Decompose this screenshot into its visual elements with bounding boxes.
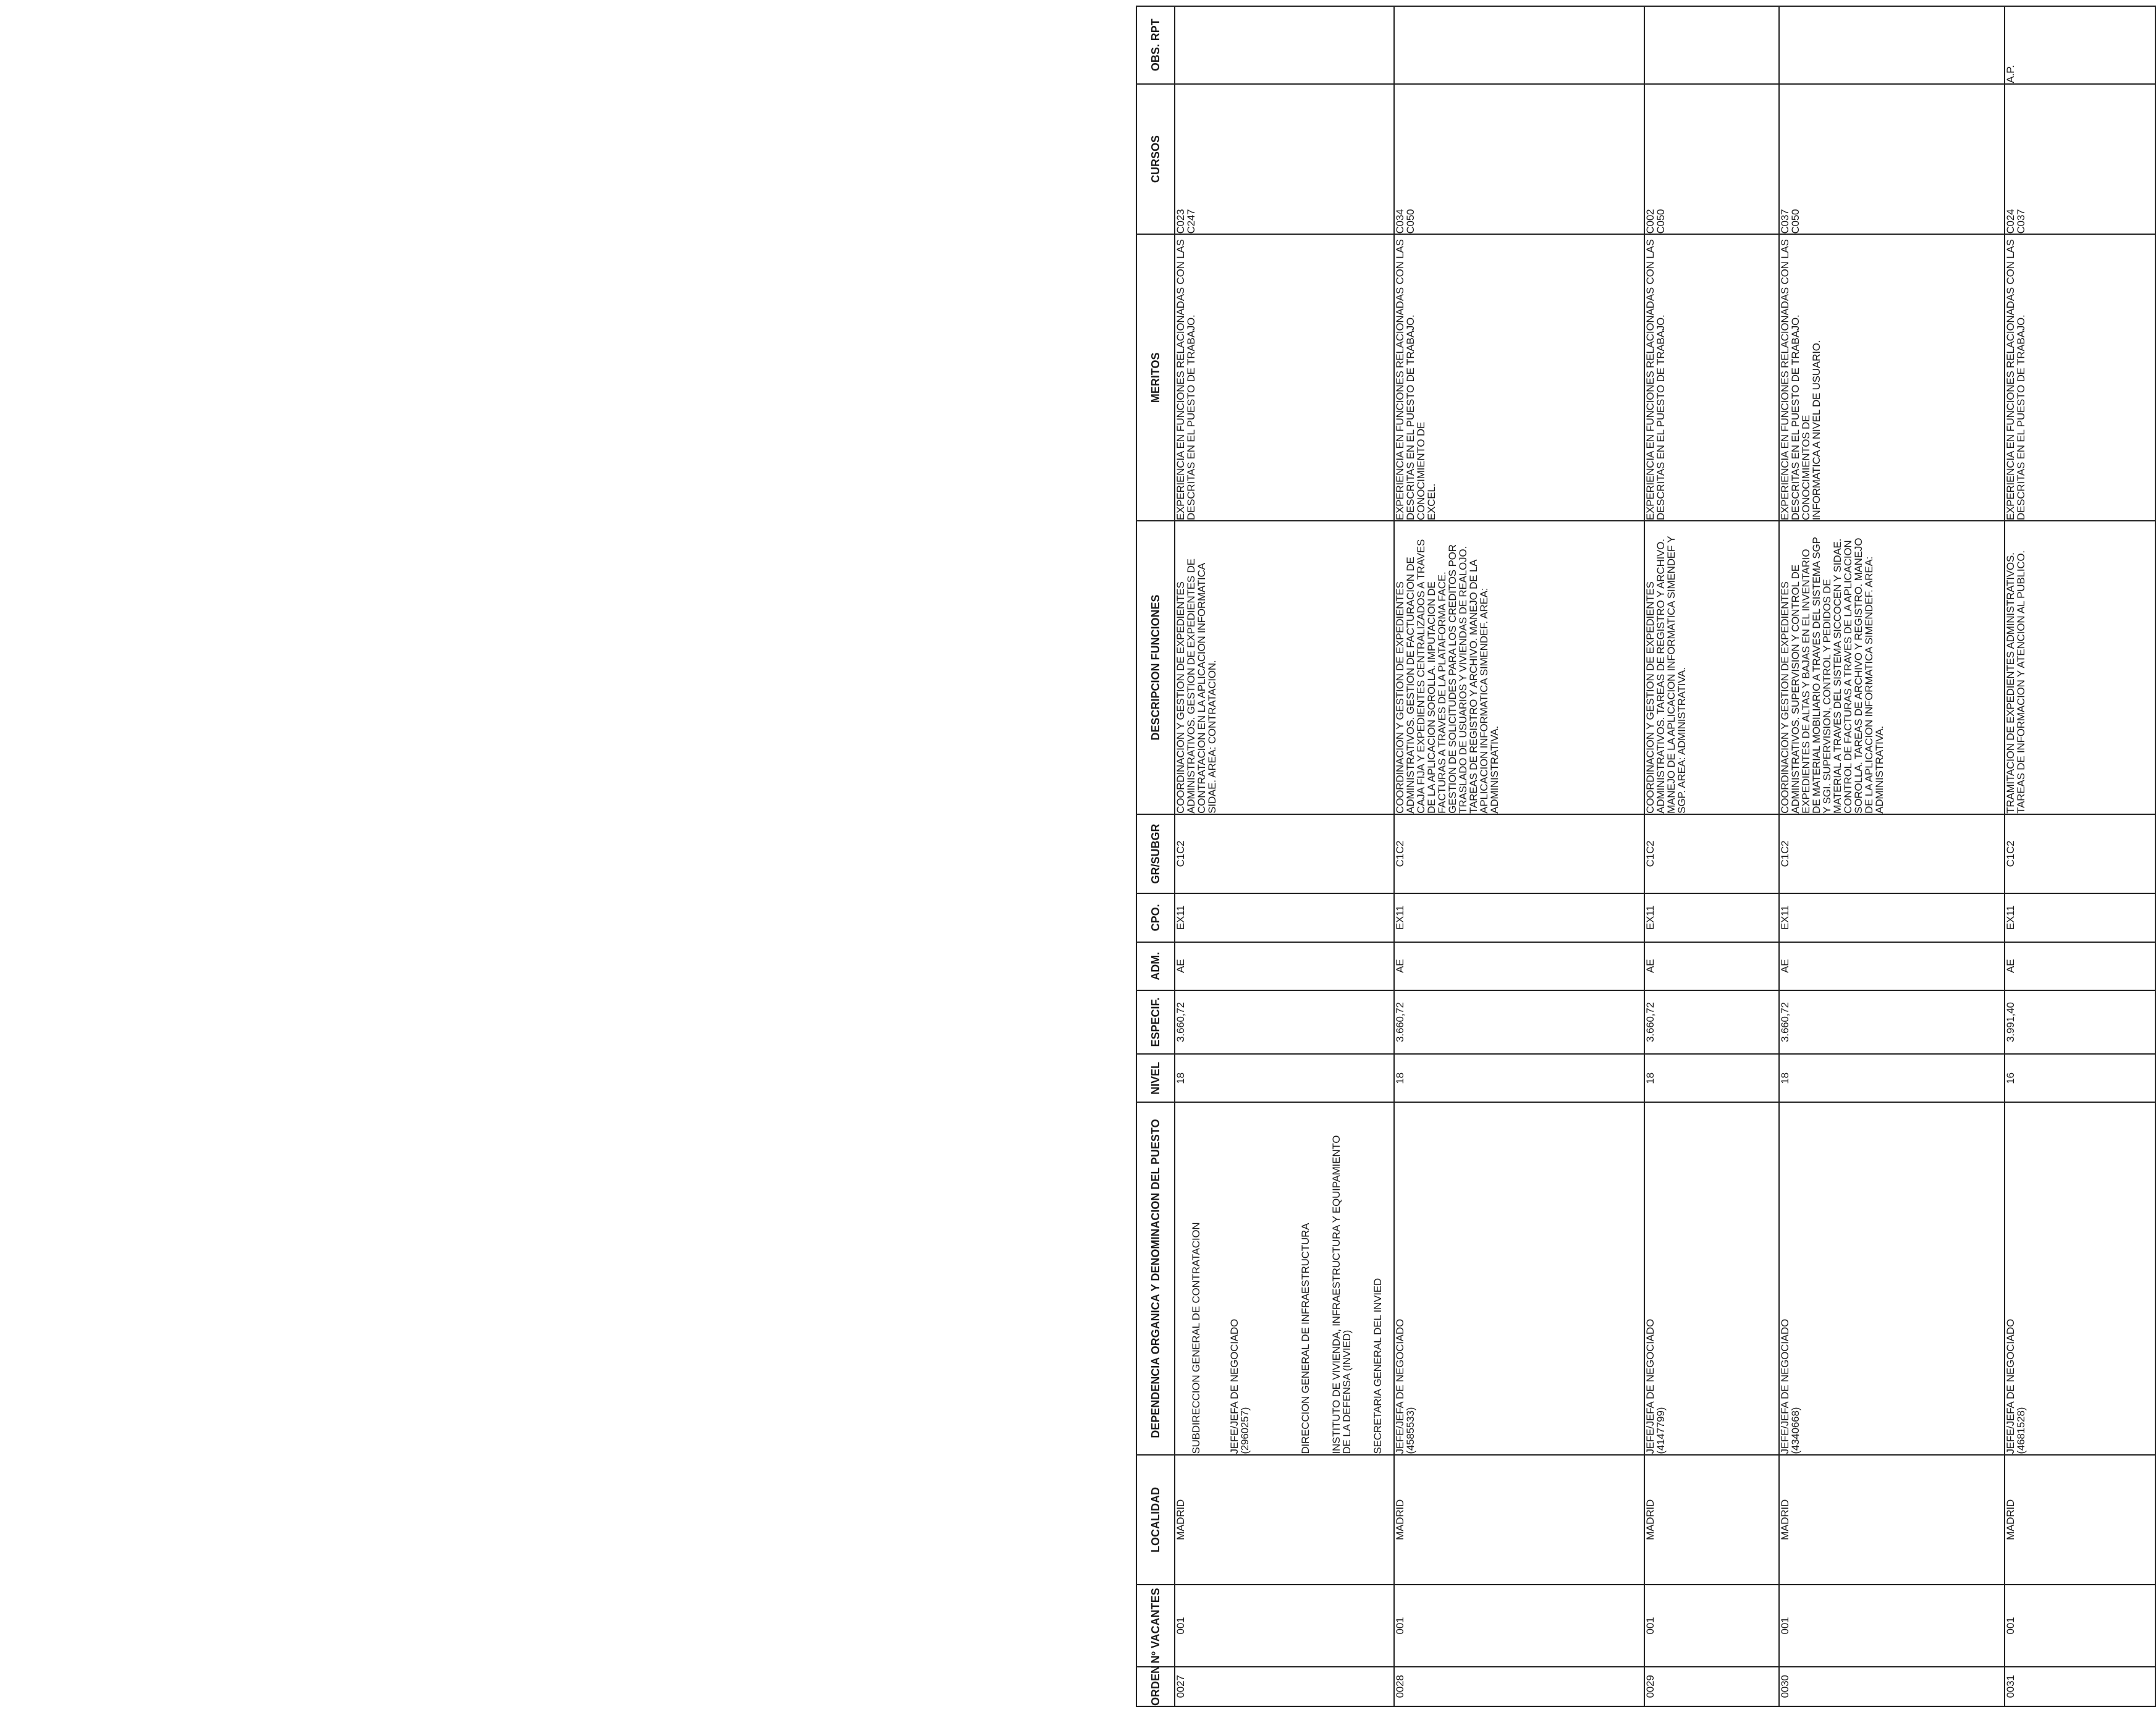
grsubgr-cell: C1C2 [1394,814,1644,893]
obs-cell [1394,6,1644,84]
grsubgr-cell: C1C2 [1779,814,2005,893]
descripcion-cell: COORDINACION Y GESTION DE EXPEDIENTES ADMINISTRATIVOS. TAREAS DE REGISTRO Y ARCHIVO. MANEJO DE LA APLICACION INFORMATICA SIMENDEF Y SGP. AREA: ADMINISTRATIVA. [1644,521,1779,814]
descripcion-cell: TRAMITACION DE EXPEDIENTES ADMINISTRATIVOS. TAREAS DE INFORMACION Y ATENCION AL PUBLICO. [2005,521,2155,814]
table-row [1644,6,1779,1706]
header-localidad: LOCALIDAD [1136,1455,1175,1585]
cursos-cell: C037 C050 [1779,84,2005,235]
header-row [1136,6,1175,1706]
adm-cell: AE [2005,942,2155,990]
vacantes-cell: 001 [1779,1585,2005,1666]
obs-cell [1644,6,1779,84]
table-row [1175,6,1394,1706]
localidad-cell: MADRID [1175,1455,1394,1585]
puesto-name: JEFE/JEFA DE NEGOCIADO (2960257) [1228,1319,1251,1454]
dependencia-cell: JEFE/JEFA DE NEGOCIADO (4585533) [1394,1102,1644,1454]
header-descripcion: DESCRIPCION FUNCIONES [1136,521,1175,814]
table-row [2005,6,2155,1706]
meritos-cell: EXPERIENCIA EN FUNCIONES RELACIONADAS CON LAS DESCRITAS EN EL PUESTO DE TRABAJO. [2005,234,2155,521]
vacantes-cell: 001 [1175,1585,1394,1666]
localidad-cell: MADRID [1779,1455,2005,1585]
meritos-cell: EXPERIENCIA EN FUNCIONES RELACIONADAS CON LAS DESCRITAS EN EL PUESTO DE TRABAJO. [1175,234,1394,521]
header-obs: OBS. RPT [1136,6,1175,84]
cursos-cell: C002 C050 [1644,84,1779,235]
dependencia-cell: JEFE/JEFA DE NEGOCIADO (4147799) [1644,1102,1779,1454]
header-nivel: NIVEL [1136,1054,1175,1102]
orden-cell: 0028 [1394,1667,1644,1706]
unit-name: DIRECCION GENERAL DE INFRAESTRUCTURA [1300,1223,1311,1454]
header-grsubgr: GR/SUBGR [1136,814,1175,893]
header-vacantes: Nº VACANTES [1136,1585,1175,1666]
nivel-cell: 18 [1394,1054,1644,1102]
orden-cell: 0027 [1175,1667,1394,1706]
grsubgr-cell: C1C2 [2005,814,2155,893]
table-row [1394,6,1644,1706]
unit-name: SUBDIRECCION GENERAL DE CONTRATACION [1190,1222,1202,1454]
rotated-document [1136,6,2150,1707]
header-especif: ESPECIF. [1136,990,1175,1054]
vacantes-cell: 001 [2005,1585,2155,1666]
vacantes-cell: 001 [1394,1585,1644,1666]
header-cursos: CURSOS [1136,84,1175,235]
nivel-cell: 16 [2005,1054,2155,1102]
dependencia-cell: JEFE/JEFA DE NEGOCIADO (4340668) [1779,1102,2005,1454]
descripcion-cell: COORDINACION Y GESTION DE EXPEDIENTES ADMINISTRATIVOS. GESTION DE FACTURACION DE CAJA FIJA Y EXPEDIENTES CENTRALIZADOS A TRAVES DE LA APLICACION SOROLLA. IMPUTACION DE FACTURAS A TRAVES DE LA PLATAFORMA FACE. GESTION DE SOLICITUDES PARA LOS CREDITOS POR TRASLADO DE USUARIOS Y VIVIENDAS DE REALOJO. TAREAS DE REGISTRO Y ARCHIVO. MANEJO DE LA APLICACION INFORMATICA SIMENDEF. AREA: ADMINISTRATIVA. [1394,521,1644,814]
adm-cell: AE [1644,942,1779,990]
dependencia-cell [1175,1102,1394,1454]
grsubgr-cell: C1C2 [1644,814,1779,893]
cursos-cell: C023 C247 [1175,84,1394,235]
cpo-cell: EX11 [2005,893,2155,942]
meritos-cell: EXPERIENCIA EN FUNCIONES RELACIONADAS CON LAS DESCRITAS EN EL PUESTO DE TRABAJO. [1644,234,1779,521]
obs-cell [1175,6,1394,84]
header-orden: ORDEN [1136,1667,1175,1706]
meritos-cell: EXPERIENCIA EN FUNCIONES RELACIONADAS CON LAS DESCRITAS EN EL PUESTO DE TRABAJO. CONOCIMIENTO DE EXCEL. [1394,234,1644,521]
especif-cell: 3.660,72 [1644,990,1779,1054]
descripcion-cell: COORDINACION Y GESTION DE EXPEDIENTES ADMINISTRATIVOS. GESTION DE EXPEDIENTES DE CONTRATACION EN LA APLICACION INFORMATICA SIDAE. AREA: CONTRATACION. [1175,521,1394,814]
cpo-cell: EX11 [1644,893,1779,942]
orden-cell: 0029 [1644,1667,1779,1706]
obs-cell: A.P. [2005,6,2155,84]
orden-cell: 0030 [1779,1667,2005,1706]
header-adm: ADM. [1136,942,1175,990]
header-dependencia: DEPENDENCIA ORGANICA Y DENOMINACION DEL PUESTO [1136,1102,1175,1454]
vacantes-cell: 001 [1644,1585,1779,1666]
especif-cell: 3.991,40 [2005,990,2155,1054]
cursos-cell: C024 C037 [2005,84,2155,235]
cpo-cell: EX11 [1394,893,1644,942]
especif-cell: 3.660,72 [1394,990,1644,1054]
descripcion-cell: COORDINACION Y GESTION DE EXPEDIENTES ADMINISTRATIVOS. SUPERVISION Y CONTROL DE EXPEDIENTES DE ALTAS Y BAJAS EN EL INVENTARIO DE MATERIAL MOBILIARIO A TRAVES DEL SISTEMA SGP Y SGI. SUPERVISION, CONTROL Y PEDIDOS DE MATERIAL A TRAVES DEL SISTEMA SICCOCEN Y SIDAE. CONTROL DE FACTURAS A TRAVES DE LA APLICACION SOROLLA. TAREAS DE ARCHIVO Y REGISTRO. MANEJO DE LA APLICACION INFORMATICA SIMENDEF. AREA: ADMINISTRATIVA. [1779,521,2005,814]
nivel-cell: 18 [1175,1054,1394,1102]
adm-cell: AE [1779,942,2005,990]
nivel-cell: 18 [1779,1054,2005,1102]
obs-cell [1779,6,2005,84]
table-row [1779,6,2005,1706]
unit-name: SECRETARIA GENERAL DEL INVIED [1372,1278,1384,1454]
header-cpo: CPO. [1136,893,1175,942]
vacancy-table [1136,6,2156,1707]
cpo-cell: EX11 [1175,893,1394,942]
cursos-cell: C034 C050 [1394,84,1644,235]
cpo-cell: EX11 [1779,893,2005,942]
localidad-cell: MADRID [1394,1455,1644,1585]
nivel-cell: 18 [1644,1054,1779,1102]
grsubgr-cell: C1C2 [1175,814,1394,893]
localidad-cell: MADRID [2005,1455,2155,1585]
adm-cell: AE [1175,942,1394,990]
localidad-cell: MADRID [1644,1455,1779,1585]
especif-cell: 3.660,72 [1779,990,2005,1054]
dependencia-cell: JEFE/JEFA DE NEGOCIADO (4681528) [2005,1102,2155,1454]
adm-cell: AE [1394,942,1644,990]
especif-cell: 3.660,72 [1175,990,1394,1054]
header-meritos: MERITOS [1136,234,1175,521]
orden-cell: 0031 [2005,1667,2155,1706]
unit-name: INSTITUTO DE VIVIENDA, INFRAESTRUCTURA Y EQUIPAMIENTO DE LA DEFENSA (INVIED) [1330,1135,1353,1454]
meritos-cell: EXPERIENCIA EN FUNCIONES RELACIONADAS CON LAS DESCRITAS EN EL PUESTO DE TRABAJO. CONOCIMIENTOS DE INFORMATICA A NIVEL DE USUARIO. [1779,234,2005,521]
